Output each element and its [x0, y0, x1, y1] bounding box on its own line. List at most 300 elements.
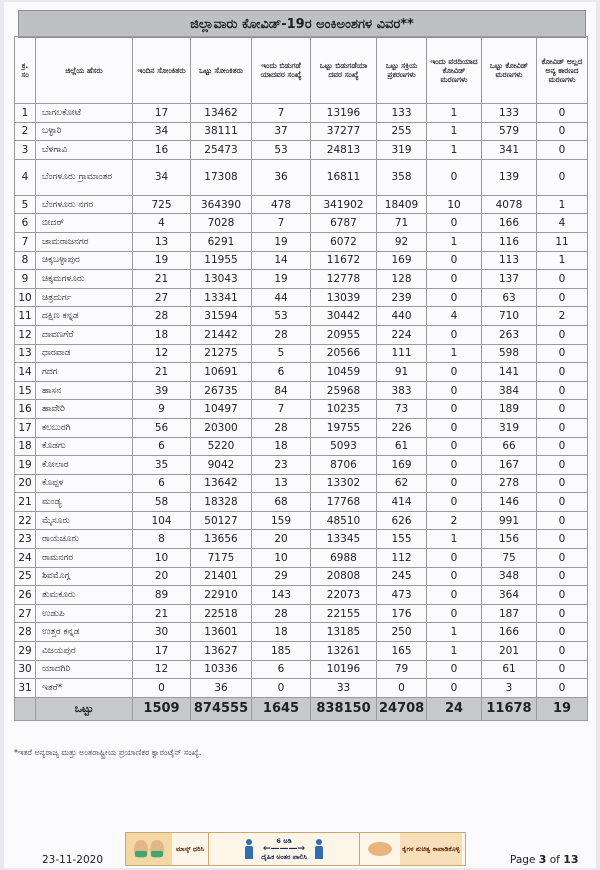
today-deaths-cell: 0 [427, 586, 482, 605]
table-row [15, 288, 588, 307]
today-discharged-cell: 44 [252, 288, 311, 307]
total-discharged-cell: 10235 [311, 400, 377, 419]
header-serial: ಕ್ರ. ಸಂ [15, 37, 36, 104]
district-cell: ಕೊಡಗು [36, 437, 133, 456]
total-infected-cell: 18328 [191, 493, 252, 512]
serial-cell: 4 [15, 159, 36, 195]
serial-cell: 28 [15, 623, 36, 642]
non-covid-deaths-cell: 0 [537, 363, 588, 382]
non-covid-deaths-cell: 0 [537, 270, 588, 289]
total-discharged-cell: 25968 [311, 381, 377, 400]
today-discharged-cell: 19 [252, 270, 311, 289]
non-covid-deaths-cell: 0 [537, 679, 588, 698]
non-covid-deaths-cell: 0 [537, 344, 588, 363]
total-infected-cell: 21401 [191, 567, 252, 586]
district-cell: ಯಾದಗಿರಿ [36, 660, 133, 679]
active-cases-cell: 133 [377, 104, 427, 123]
total-cell [15, 697, 36, 720]
hand-wash-icon [368, 842, 392, 856]
total-deaths-cell: 156 [482, 530, 537, 549]
table-row [15, 418, 588, 437]
today-infected-cell: 104 [133, 511, 191, 530]
total-infected-cell: 21275 [191, 344, 252, 363]
total-cell: 19 [537, 697, 588, 720]
active-cases-cell: 169 [377, 456, 427, 475]
non-covid-deaths-cell: 4 [537, 214, 588, 233]
district-cell: ಉತ್ತರ ಕನ್ನಡ [36, 623, 133, 642]
active-cases-cell: 224 [377, 325, 427, 344]
page-prefix: Page [510, 854, 539, 866]
table-row [15, 251, 588, 270]
today-deaths-cell: 1 [427, 344, 482, 363]
active-cases-cell: 18409 [377, 195, 427, 214]
district-cell: ಮೈಸೂರು [36, 511, 133, 530]
table-row [15, 214, 588, 233]
active-cases-cell: 61 [377, 437, 427, 456]
total-discharged-cell: 6988 [311, 549, 377, 568]
total-infected-cell: 10336 [191, 660, 252, 679]
total-row [15, 697, 588, 720]
total-cell: 838150 [311, 697, 377, 720]
today-discharged-cell: 0 [252, 679, 311, 698]
total-infected-cell: 364390 [191, 195, 252, 214]
today-discharged-cell: 19 [252, 232, 311, 251]
total-infected-cell: 50127 [191, 511, 252, 530]
table-row [15, 195, 588, 214]
total-deaths-cell: 710 [482, 307, 537, 326]
table-row [15, 232, 588, 251]
today-infected-cell: 17 [133, 642, 191, 661]
total-discharged-cell: 30442 [311, 307, 377, 326]
serial-cell: 15 [15, 381, 36, 400]
total-discharged-cell: 11672 [311, 251, 377, 270]
district-cell: ಚಿತ್ರದುರ್ಗ [36, 288, 133, 307]
masked-face-icon [134, 840, 148, 858]
today-discharged-cell: 28 [252, 604, 311, 623]
table-row [15, 623, 588, 642]
today-infected-cell: 21 [133, 363, 191, 382]
total-discharged-cell: 22073 [311, 586, 377, 605]
today-discharged-cell: 143 [252, 586, 311, 605]
serial-cell: 17 [15, 418, 36, 437]
active-cases-cell: 92 [377, 232, 427, 251]
today-infected-cell: 27 [133, 288, 191, 307]
table-row [15, 437, 588, 456]
non-covid-deaths-cell: 0 [537, 511, 588, 530]
total-discharged-cell: 10196 [311, 660, 377, 679]
district-cell: ಬಾಗಲಕೋಟೆ [36, 104, 133, 123]
serial-cell: 11 [15, 307, 36, 326]
non-covid-deaths-cell: 11 [537, 232, 588, 251]
total-deaths-cell: 137 [482, 270, 537, 289]
header-active-cases: ಒಟ್ಟು ಸಕ್ರಿಯ ಪ್ರಕರಣಗಳು [377, 37, 427, 104]
district-cell: ಶಿವಮೊಗ್ಗ [36, 567, 133, 586]
active-cases-cell: 62 [377, 474, 427, 493]
distance-value: 6 ಅಡಿ [276, 837, 292, 845]
total-infected-cell: 13043 [191, 270, 252, 289]
total-discharged-cell: 10459 [311, 363, 377, 382]
today-infected-cell: 9 [133, 400, 191, 419]
non-covid-deaths-cell: 0 [537, 660, 588, 679]
today-deaths-cell: 0 [427, 270, 482, 289]
table-row [15, 122, 588, 141]
handwash-illustration [360, 833, 400, 865]
today-deaths-cell: 0 [427, 604, 482, 623]
active-cases-cell: 79 [377, 660, 427, 679]
non-covid-deaths-cell: 1 [537, 195, 588, 214]
total-deaths-cell: 113 [482, 251, 537, 270]
total-infected-cell: 13642 [191, 474, 252, 493]
serial-cell: 6 [15, 214, 36, 233]
today-deaths-cell: 0 [427, 381, 482, 400]
non-covid-deaths-cell: 0 [537, 604, 588, 623]
table-header-row [15, 37, 588, 104]
today-deaths-cell: 0 [427, 325, 482, 344]
district-cell: ಧಾರವಾಡ [36, 344, 133, 363]
today-infected-cell: 19 [133, 251, 191, 270]
non-covid-deaths-cell: 0 [537, 400, 588, 419]
total-discharged-cell: 5093 [311, 437, 377, 456]
table-row [15, 474, 588, 493]
person-icon [245, 839, 253, 859]
total-discharged-cell: 33 [311, 679, 377, 698]
non-covid-deaths-cell: 0 [537, 642, 588, 661]
today-deaths-cell: 0 [427, 456, 482, 475]
total-deaths-cell: 63 [482, 288, 537, 307]
total-deaths-cell: 146 [482, 493, 537, 512]
serial-cell: 20 [15, 474, 36, 493]
total-infected-cell: 13601 [191, 623, 252, 642]
total-discharged-cell: 37277 [311, 122, 377, 141]
today-deaths-cell: 1 [427, 141, 482, 160]
non-covid-deaths-cell: 1 [537, 251, 588, 270]
mask-illustration [126, 833, 172, 865]
total-deaths-cell: 141 [482, 363, 537, 382]
today-discharged-cell: 18 [252, 623, 311, 642]
today-deaths-cell: 1 [427, 232, 482, 251]
total-deaths-cell: 348 [482, 567, 537, 586]
header-non-covid-deaths: ಕೋವಿಡ್ ಅಲ್ಲದ ಅನ್ಯ ಕಾರಣದ ಮರಣಗಳು [537, 37, 588, 104]
total-deaths-cell: 189 [482, 400, 537, 419]
today-deaths-cell: 0 [427, 363, 482, 382]
total-infected-cell: 13462 [191, 104, 252, 123]
total-discharged-cell: 341902 [311, 195, 377, 214]
active-cases-cell: 473 [377, 586, 427, 605]
district-cell: ಚಿಕ್ಕಮಗಳೂರು [36, 270, 133, 289]
serial-cell: 13 [15, 344, 36, 363]
serial-cell: 2 [15, 122, 36, 141]
table-row [15, 381, 588, 400]
today-infected-cell: 6 [133, 474, 191, 493]
district-cell: ಉಡುಪಿ [36, 604, 133, 623]
today-infected-cell: 4 [133, 214, 191, 233]
today-discharged-cell: 13 [252, 474, 311, 493]
total-infected-cell: 11955 [191, 251, 252, 270]
total-infected-cell: 7175 [191, 549, 252, 568]
district-cell: ತುಮಕೂರು [36, 586, 133, 605]
non-covid-deaths-cell: 0 [537, 418, 588, 437]
total-deaths-cell: 319 [482, 418, 537, 437]
active-cases-cell: 73 [377, 400, 427, 419]
serial-cell: 5 [15, 195, 36, 214]
district-cell: ಬೆಳಗಾವಿ [36, 141, 133, 160]
today-deaths-cell: 10 [427, 195, 482, 214]
table-row [15, 325, 588, 344]
today-discharged-cell: 5 [252, 344, 311, 363]
active-cases-cell: 112 [377, 549, 427, 568]
today-infected-cell: 28 [133, 307, 191, 326]
today-infected-cell: 13 [133, 232, 191, 251]
today-infected-cell: 34 [133, 122, 191, 141]
non-covid-deaths-cell: 0 [537, 623, 588, 642]
report-date: 23-11-2020 [42, 854, 104, 866]
serial-cell: 27 [15, 604, 36, 623]
header-total-discharged: ಒಟ್ಟು ಬಿಡುಗಡೆಯಾ ದವರ ಸಂಖ್ಯೆ [311, 37, 377, 104]
active-cases-cell: 414 [377, 493, 427, 512]
today-deaths-cell: 4 [427, 307, 482, 326]
header-today-infected: ಇಂದಿನ ಸೋಂಕಿತರು [133, 37, 191, 104]
total-discharged-cell: 48510 [311, 511, 377, 530]
total-infected-cell: 21442 [191, 325, 252, 344]
total-discharged-cell: 16811 [311, 159, 377, 195]
today-discharged-cell: 68 [252, 493, 311, 512]
active-cases-cell: 255 [377, 122, 427, 141]
total-deaths-cell: 263 [482, 325, 537, 344]
total-deaths-cell: 201 [482, 642, 537, 661]
today-discharged-cell: 36 [252, 159, 311, 195]
today-discharged-cell: 29 [252, 567, 311, 586]
table-row [15, 307, 588, 326]
total-infected-cell: 22518 [191, 604, 252, 623]
today-infected-cell: 20 [133, 567, 191, 586]
active-cases-cell: 128 [377, 270, 427, 289]
today-discharged-cell: 185 [252, 642, 311, 661]
serial-cell: 14 [15, 363, 36, 382]
total-infected-cell: 6291 [191, 232, 252, 251]
total-deaths-cell: 66 [482, 437, 537, 456]
today-discharged-cell: 14 [252, 251, 311, 270]
today-deaths-cell: 0 [427, 159, 482, 195]
today-infected-cell: 0 [133, 679, 191, 698]
table-row [15, 660, 588, 679]
active-cases-cell: 0 [377, 679, 427, 698]
serial-cell: 19 [15, 456, 36, 475]
serial-cell: 31 [15, 679, 36, 698]
serial-cell: 26 [15, 586, 36, 605]
today-infected-cell: 725 [133, 195, 191, 214]
serial-cell: 8 [15, 251, 36, 270]
total-deaths-cell: 75 [482, 549, 537, 568]
active-cases-cell: 226 [377, 418, 427, 437]
today-infected-cell: 58 [133, 493, 191, 512]
total-cell: 1645 [252, 697, 311, 720]
non-covid-deaths-cell: 2 [537, 307, 588, 326]
serial-cell: 3 [15, 141, 36, 160]
district-cell: ಚಾಮರಾಜನಗರ [36, 232, 133, 251]
total-deaths-cell: 4078 [482, 195, 537, 214]
active-cases-cell: 440 [377, 307, 427, 326]
total-infected-cell: 26735 [191, 381, 252, 400]
total-deaths-cell: 116 [482, 232, 537, 251]
total-discharged-cell: 20808 [311, 567, 377, 586]
today-deaths-cell: 0 [427, 567, 482, 586]
today-infected-cell: 17 [133, 104, 191, 123]
today-deaths-cell: 0 [427, 400, 482, 419]
total-discharged-cell: 13302 [311, 474, 377, 493]
total-deaths-cell: 341 [482, 141, 537, 160]
table-title: ಜಿಲ್ಲಾವಾರು ಕೋವಿಡ್-19ರ ಅಂಕಿಅಂಶಗಳ ವಿವರ** [18, 10, 586, 38]
total-discharged-cell: 12778 [311, 270, 377, 289]
today-infected-cell: 39 [133, 381, 191, 400]
total-infected-cell: 13656 [191, 530, 252, 549]
district-cell: ಬೀದರ್ [36, 214, 133, 233]
total-deaths-cell: 278 [482, 474, 537, 493]
total-cell: 11678 [482, 697, 537, 720]
page-current: 3 [538, 853, 547, 866]
total-infected-cell: 25473 [191, 141, 252, 160]
total-cell: 1509 [133, 697, 191, 720]
today-infected-cell: 30 [133, 623, 191, 642]
district-cell: ಬೆಂಗಳೂರು ನಗರ [36, 195, 133, 214]
total-discharged-cell: 6787 [311, 214, 377, 233]
serial-cell: 18 [15, 437, 36, 456]
today-infected-cell: 18 [133, 325, 191, 344]
today-discharged-cell: 6 [252, 363, 311, 382]
header-total-infected: ಒಟ್ಟು ಸೋಂಕಿತರು [191, 37, 252, 104]
total-deaths-cell: 167 [482, 456, 537, 475]
active-cases-cell: 91 [377, 363, 427, 382]
district-cell: ಹಾಸನ [36, 381, 133, 400]
serial-cell: 21 [15, 493, 36, 512]
non-covid-deaths-cell: 0 [537, 493, 588, 512]
total-deaths-cell: 364 [482, 586, 537, 605]
page-number [510, 853, 579, 866]
total-infected-cell: 10497 [191, 400, 252, 419]
active-cases-cell: 239 [377, 288, 427, 307]
total-discharged-cell: 13039 [311, 288, 377, 307]
total-deaths-cell: 187 [482, 604, 537, 623]
active-cases-cell: 626 [377, 511, 427, 530]
masked-face-icon [150, 840, 164, 858]
today-deaths-cell: 0 [427, 418, 482, 437]
district-cell: ಕಲಬುರಗಿ [36, 418, 133, 437]
today-infected-cell: 16 [133, 141, 191, 160]
total-cell: 24 [427, 697, 482, 720]
today-deaths-cell: 1 [427, 122, 482, 141]
district-cell: ಬಳ್ಳಾರಿ [36, 122, 133, 141]
table-row [15, 586, 588, 605]
total-infected-cell: 20300 [191, 418, 252, 437]
handwash-text: ಕೈಗಳ ಶುಚಿತ್ವ ಕಾಪಾಡಿಕೊಳ್ಳಿ [400, 833, 462, 865]
serial-cell: 10 [15, 288, 36, 307]
today-deaths-cell: 0 [427, 251, 482, 270]
table-row [15, 493, 588, 512]
today-discharged-cell: 23 [252, 456, 311, 475]
district-cell: ವಿಜಯಪುರ [36, 642, 133, 661]
total-infected-cell: 13341 [191, 288, 252, 307]
table-row [15, 549, 588, 568]
active-cases-cell: 383 [377, 381, 427, 400]
total-infected-cell: 13627 [191, 642, 252, 661]
table-row [15, 159, 588, 195]
total-deaths-cell: 598 [482, 344, 537, 363]
today-deaths-cell: 0 [427, 214, 482, 233]
total-infected-cell: 31594 [191, 307, 252, 326]
today-infected-cell: 34 [133, 159, 191, 195]
district-stats-table [14, 36, 588, 721]
today-infected-cell: 12 [133, 660, 191, 679]
table-row [15, 456, 588, 475]
total-deaths-cell: 166 [482, 214, 537, 233]
today-discharged-cell: 53 [252, 307, 311, 326]
total-discharged-cell: 8706 [311, 456, 377, 475]
non-covid-deaths-cell: 0 [537, 159, 588, 195]
today-discharged-cell: 478 [252, 195, 311, 214]
total-discharged-cell: 24813 [311, 141, 377, 160]
today-deaths-cell: 0 [427, 474, 482, 493]
table-row [15, 270, 588, 289]
non-covid-deaths-cell: 0 [537, 474, 588, 493]
non-covid-deaths-cell: 0 [537, 549, 588, 568]
active-cases-cell: 71 [377, 214, 427, 233]
table-row [15, 530, 588, 549]
total-cell: 24708 [377, 697, 427, 720]
total-infected-cell: 36 [191, 679, 252, 698]
active-cases-cell: 245 [377, 567, 427, 586]
serial-cell: 12 [15, 325, 36, 344]
distance-panel [208, 833, 360, 865]
today-deaths-cell: 1 [427, 530, 482, 549]
total-infected-cell: 5220 [191, 437, 252, 456]
non-covid-deaths-cell: 0 [537, 456, 588, 475]
total-deaths-cell: 579 [482, 122, 537, 141]
total-deaths-cell: 166 [482, 623, 537, 642]
today-infected-cell: 89 [133, 586, 191, 605]
today-discharged-cell: 53 [252, 141, 311, 160]
today-deaths-cell: 0 [427, 437, 482, 456]
non-covid-deaths-cell: 0 [537, 530, 588, 549]
district-cell: ರಾಯಚೂರು [36, 530, 133, 549]
footnote: *ಇತರೆ ಅನ್ಯರಾಜ್ಯ ಮತ್ತು ಅಂತರಾಷ್ಟ್ರೀಯ ಪ್ರಯಾಣಿಕರ ಕ್ವಾರಂಟೈನ್ ಸಂಖ್ಯೆ. [14, 748, 202, 757]
today-discharged-cell: 20 [252, 530, 311, 549]
total-discharged-cell: 13185 [311, 623, 377, 642]
table-row [15, 679, 588, 698]
total-infected-cell: 7028 [191, 214, 252, 233]
today-discharged-cell: 84 [252, 381, 311, 400]
serial-cell: 23 [15, 530, 36, 549]
non-covid-deaths-cell: 0 [537, 141, 588, 160]
total-discharged-cell: 13196 [311, 104, 377, 123]
district-cell: ಚಿಕ್ಕಬಳ್ಳಾಪುರ [36, 251, 133, 270]
today-deaths-cell: 1 [427, 623, 482, 642]
district-cell: ರಾಮನಗರ [36, 549, 133, 568]
header-today-deaths: ಇಂದು ವರದಿಯಾದ ಕೋವಿಡ್ ಮರಣಗಳು [427, 37, 482, 104]
total-discharged-cell: 20955 [311, 325, 377, 344]
distance-text: ದೈಹಿಕ ಅಂತರ ಪಾಲಿಸಿ [261, 853, 307, 861]
mask-text: ಮಾಸ್ಕ್ ಧರಿಸಿ [176, 845, 204, 853]
distance-arrow-icon: ←———→ [262, 844, 306, 854]
today-discharged-cell: 18 [252, 437, 311, 456]
today-infected-cell: 10 [133, 549, 191, 568]
non-covid-deaths-cell: 0 [537, 586, 588, 605]
total-discharged-cell: 17768 [311, 493, 377, 512]
today-deaths-cell: 2 [427, 511, 482, 530]
table-row [15, 104, 588, 123]
table-body [15, 104, 588, 698]
non-covid-deaths-cell: 0 [537, 381, 588, 400]
district-cell: ಕೋಲಾರ [36, 456, 133, 475]
today-discharged-cell: 37 [252, 122, 311, 141]
